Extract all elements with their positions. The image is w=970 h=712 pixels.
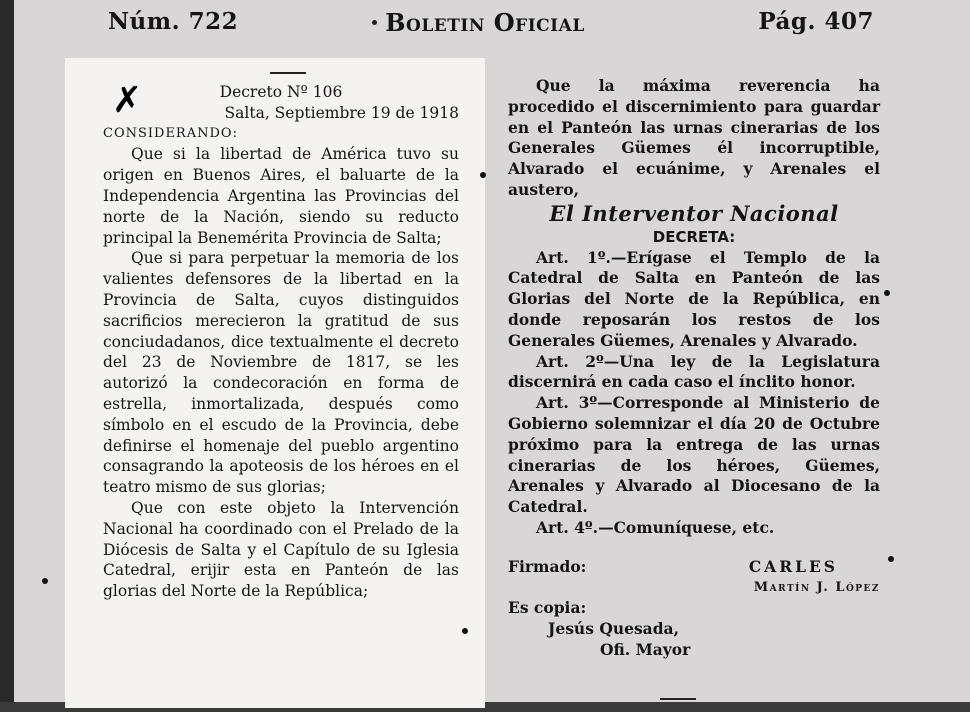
ink-speck [884,290,890,296]
interventor-heading: El Interventor Nacional [549,200,839,226]
signature-row [508,557,880,578]
page-number: Pág. 407 [758,8,874,35]
scan-left-border [0,0,14,712]
signer-carles: CARLES [748,556,838,576]
article-3-label: Art. 3º— [536,393,613,413]
decreta-heading: DECRETA: [652,227,736,246]
paragraph-1: Que si la libertad de América tuvo su origen en Buenos Aires, el baluarte de la Independencia Argentina las Provincias del norte de la Nación, siendo su reducto principal la Benemérita Provincia de Salta; [103,145,459,247]
ink-speck [888,556,894,562]
article-1 [508,248,880,352]
right-column [508,76,880,661]
article-2-label: Art. 2º— [536,351,620,371]
firmado-label: Firmado: [508,556,587,576]
article-1-label: Art. 1º.— [536,247,627,267]
ink-speck [480,172,486,178]
considerando-heading: CONSIDERANDO: [103,125,238,141]
article-3 [508,393,880,518]
decree-number: Decreto Nº 106 [219,83,343,101]
signer-lopez: Martín J. López [753,579,880,595]
handwritten-x-mark: ✗ [112,80,143,121]
paragraph-2: Que si para perpetuar la memoria de los valientes defensores de la libertad en la Provincia de Salta, cuyos distinguidos sacrificios merecieron la gratitud de sus conciudadanos, dice textualmente el decreto del 23 de Noviembre de 1817, se les autorizó la condecoración en forma de estrella, inmortalizada, después como símbolo en el escudo de la Provincia, debe definirse el homenaje del pueblo argentino consagrando la apoteosis de los héroes en el teatro mismo de sus glorias; [103,249,459,497]
copy-signer-name: Jesús Quesada, [548,619,679,639]
decree-date: Salta, Septiembre 19 de 1918 [224,103,459,122]
paragraph-3: Que con este objeto la Intervención Nacional ha coordinado con el Prelado de la Diócesis de Salta y el Capítulo de su Iglesia Catedral, erijir esta en Panteón de las glorias del Norte de la República; [103,498,459,601]
publication-title: Boletin Oficial [385,8,585,37]
top-rule [270,72,306,74]
bottom-rule [660,698,696,700]
article-3-text: Corresponde al Ministerio de Gobierno solemnizar el día 20 de Octubre próximo para la entrega de las urnas cinerarias de los héroes, Güemes, Arenales y Alvarado al Diocesano de la Catedral. [508,393,880,517]
article-1-text: Erígase el Templo de la Catedral de Salta en Panteón de las Glorias del Norte de la República, en donde reposarán los restos de los Generales Güemes, Arenales y Alvarado. [508,247,881,350]
paragraph-4: Que la máxima reverencia ha procedido el discernimiento para guardar en el Panteón las urnas cinerarias de los Generales Güemes él incorruptible, Alvarado el ecuánime, y Arenales el austero, [508,76,880,199]
left-column [103,82,459,602]
article-2 [508,352,880,394]
ink-speck [42,578,48,584]
es-copia-label: Es copia: [508,598,587,618]
article-4: Art. 4º.—Comuníquese, etc. [536,517,775,537]
article-2-text: Una ley de la Legislatura discernirá en cada caso el ínclito honor. [508,351,880,392]
copy-signer-title: Ofi. Mayor [600,639,691,659]
issue-number: Núm. 722 [108,8,239,35]
ink-speck [462,628,468,634]
